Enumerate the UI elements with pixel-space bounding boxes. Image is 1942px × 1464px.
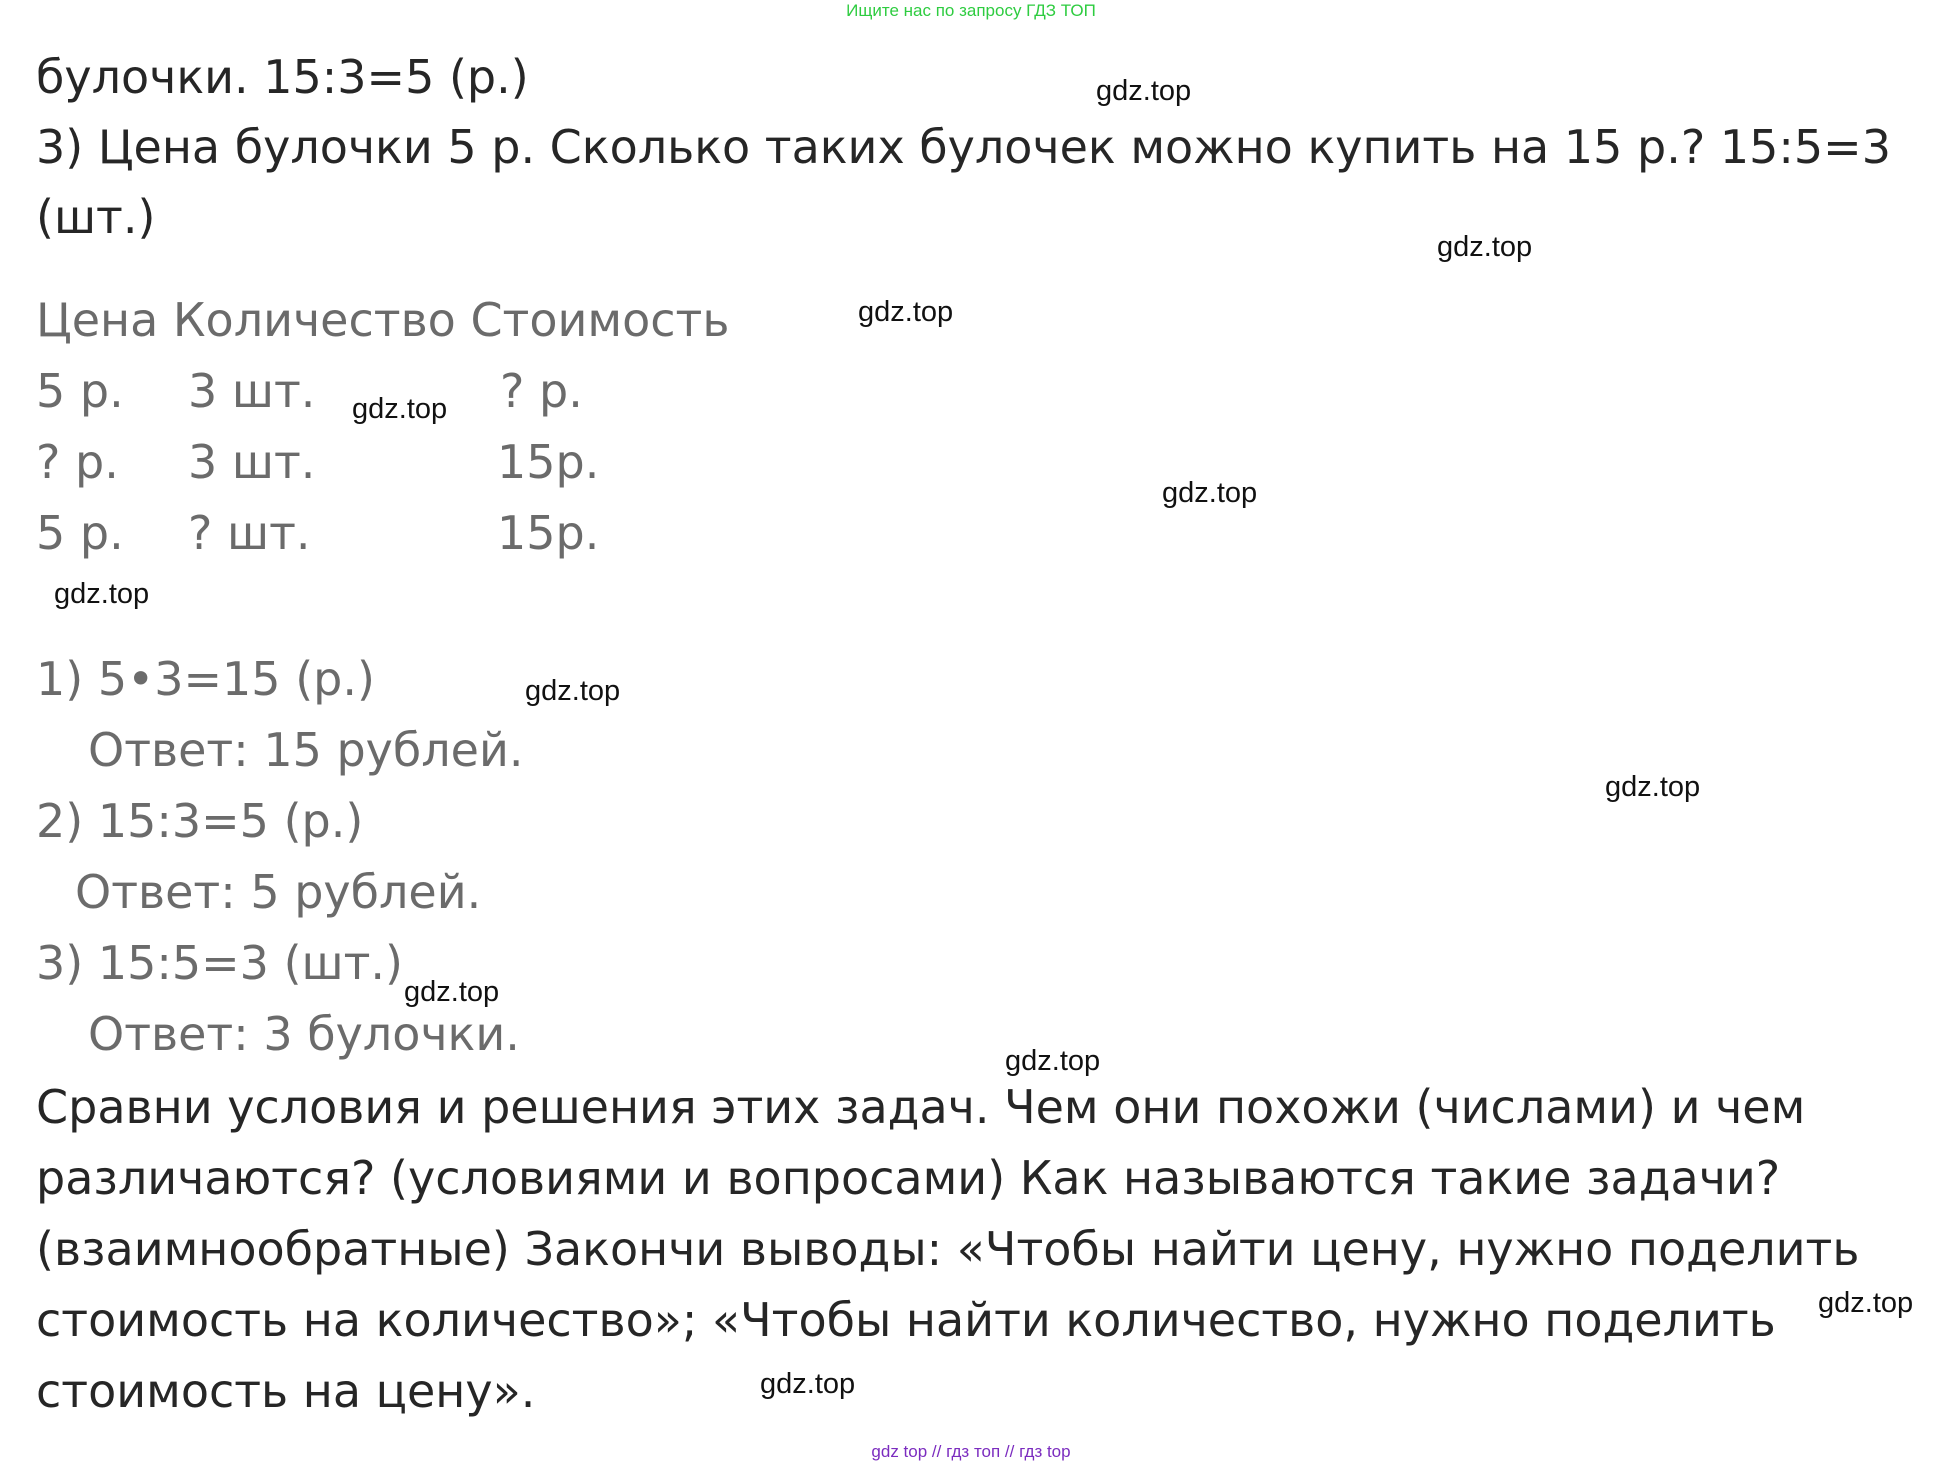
watermark: gdz.top [1096,75,1192,107]
intro-line-1: булочки. 15:3=5 (р.) [36,50,529,104]
watermark: gdz.top [858,296,954,328]
watermark: gdz.top [1162,477,1258,509]
solution-1-step: 1) 5•3=15 (р.) [36,652,375,706]
conclusion-line-1: Сравни условия и решения этих задач. Чем они похожи (числами) и чем [36,1080,1806,1134]
watermark: gdz.top [352,393,448,425]
table-row-1-price: 5 р. [36,364,124,418]
conclusion-line-3: (взаимнообратные) Закончи выводы: «Чтобы найти цену, нужно поделить [36,1222,1860,1276]
table-row-2-price: ? р. [36,435,119,489]
table-header: Цена Количество Стоимость [36,293,730,347]
watermark: gdz.top [1605,771,1701,803]
conclusion-line-2: различаются? (условиями и вопросами) Как называются такие задачи? [36,1151,1781,1205]
intro-line-3: (шт.) [36,190,156,244]
table-row-3-price: 5 р. [36,506,124,560]
intro-line-2: 3) Цена булочки 5 р. Сколько таких булочек можно купить на 15 р.? 15:5=3 [36,120,1891,174]
watermark: gdz.top [54,578,150,610]
solution-1-answer: Ответ: 15 рублей. [88,723,524,777]
footer-links[interactable]: gdz top // гдз топ // гдз top [871,1442,1071,1461]
conclusion-line-4: стоимость на количество»; «Чтобы найти количество, нужно поделить [36,1293,1776,1347]
table-row-1-qty: 3 шт. [188,364,316,418]
table-row-2-qty: 3 шт. [188,435,316,489]
watermark: gdz.top [760,1368,856,1400]
solution-3-answer: Ответ: 3 булочки. [88,1007,520,1061]
search-banner[interactable]: Ищите нас по запросу ГДЗ ТОП [846,1,1096,20]
solution-2-answer: Ответ: 5 рублей. [75,865,482,919]
solution-3-step: 3) 15:5=3 (шт.) [36,936,403,990]
table-row-2-cost: 15р. [497,435,600,489]
watermark: gdz.top [404,976,500,1008]
table-row-3-qty: ? шт. [188,506,311,560]
watermark: gdz.top [1818,1287,1914,1319]
watermark: gdz.top [525,675,621,707]
watermark: gdz.top [1005,1045,1101,1077]
table-row-1-cost: ? р. [500,364,583,418]
watermark: gdz.top [1437,231,1533,263]
solution-2-step: 2) 15:3=5 (р.) [36,794,364,848]
conclusion-line-5: стоимость на цену». [36,1364,536,1418]
table-row-3-cost: 15р. [497,506,600,560]
